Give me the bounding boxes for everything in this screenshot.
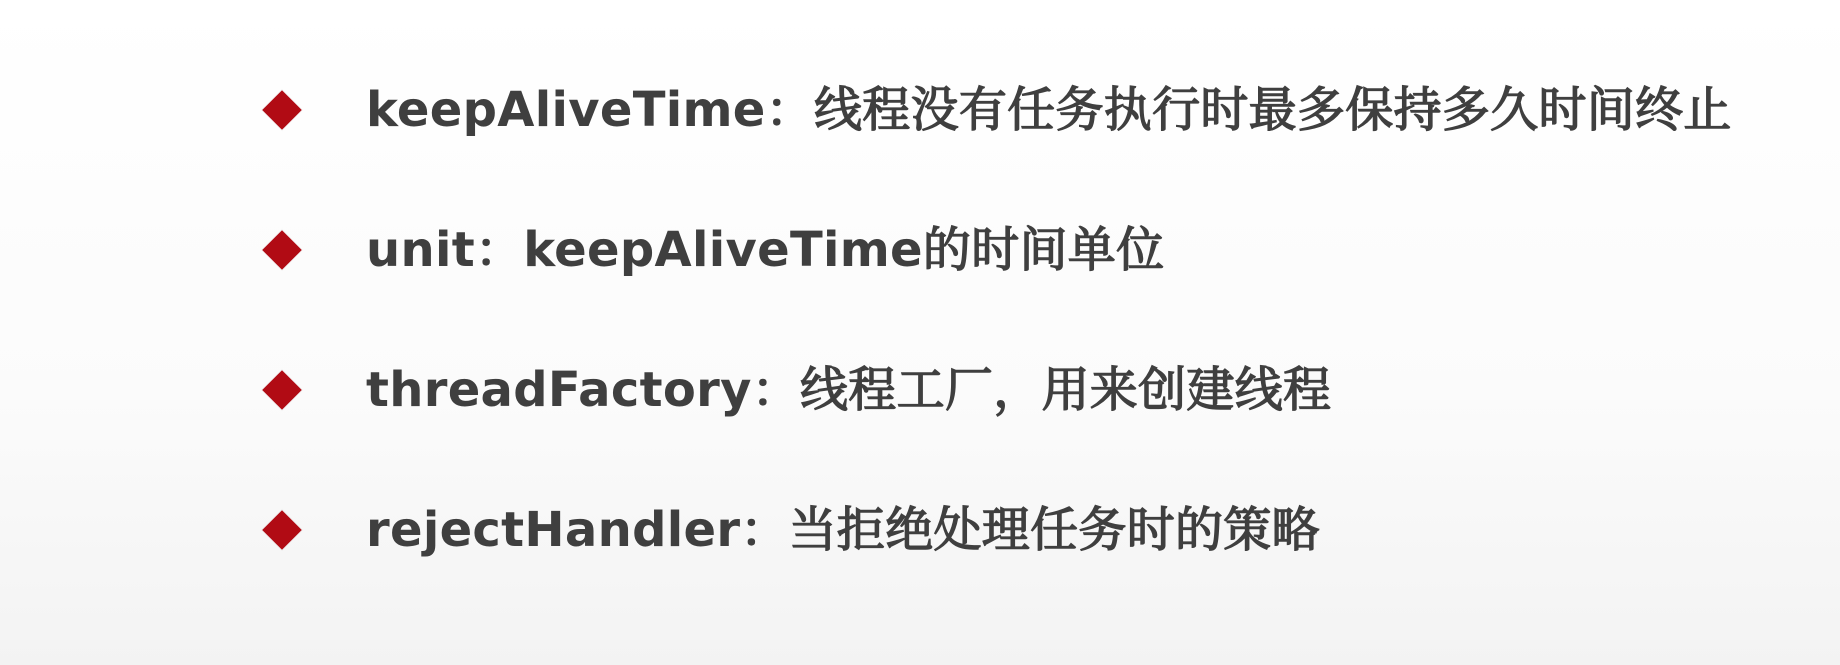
diamond-icon	[262, 230, 302, 270]
diamond-icon	[262, 370, 302, 410]
bullet-text: threadFactory：线程工厂，用来创建线程	[366, 362, 1332, 418]
bullet-item-reject-handler	[258, 494, 1818, 566]
bullet-item-thread-factory	[258, 354, 1818, 426]
bullet-item-keep-alive-time	[258, 74, 1818, 146]
diamond-icon	[262, 510, 302, 550]
bullet-text: rejectHandler：当拒绝处理任务时的策略	[366, 502, 1320, 558]
bullet-text: unit：keepAliveTime的时间单位	[366, 222, 1165, 278]
diamond-icon	[262, 90, 302, 130]
bullet-list	[258, 74, 1818, 566]
bullet-item-unit	[258, 214, 1818, 286]
bullet-text: keepAliveTime：线程没有任务执行时最多保持多久时间终止	[366, 82, 1732, 138]
